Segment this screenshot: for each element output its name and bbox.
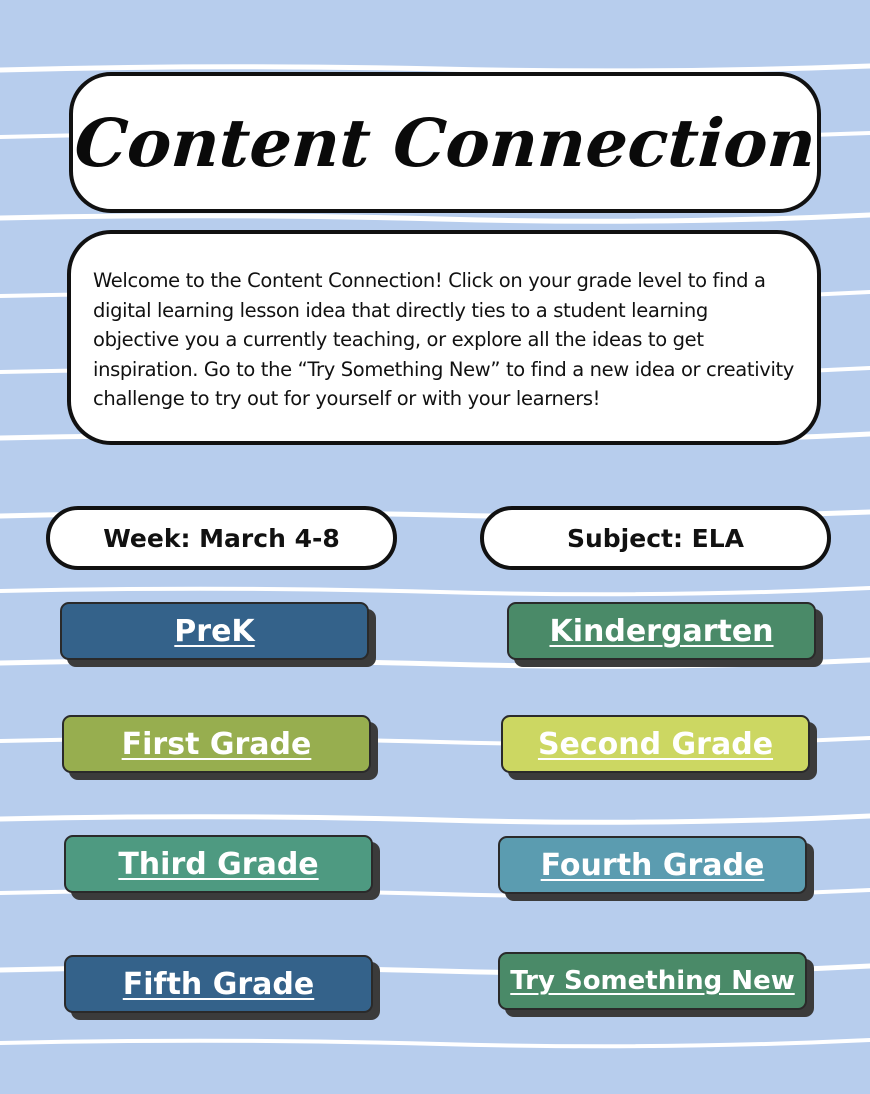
prek-link[interactable]: PreK	[174, 613, 255, 649]
prek-button[interactable]	[60, 602, 369, 660]
fourth-grade-link[interactable]: Fourth Grade	[540, 847, 765, 883]
second-grade-button[interactable]	[501, 715, 810, 773]
third-grade-link[interactable]: Third Grade	[118, 846, 319, 882]
subject-label: Subject: ELA	[480, 506, 831, 570]
third-grade-button[interactable]	[64, 835, 373, 893]
kindergarten-link[interactable]: Kindergarten	[549, 613, 774, 649]
try-something-new-link[interactable]: Try Something New	[510, 966, 795, 996]
title-card	[69, 72, 821, 213]
try-something-new-button[interactable]	[498, 952, 807, 1010]
intro-text: Welcome to the Content Connection! Click on your grade level to find a digital learning lesson idea that directly ties to a student learning objective you a currently teaching, or explore all the ideas to get inspiration. Go to the “Try Something New” to find a new idea or creativity challenge to try out for yourself or with your learners!	[93, 269, 795, 410]
intro-card	[67, 230, 821, 445]
week-label: Week: March 4-8	[46, 506, 397, 570]
page-title: Content Connection	[71, 103, 819, 182]
kindergarten-button[interactable]	[507, 602, 816, 660]
fourth-grade-button[interactable]	[498, 836, 807, 894]
fifth-grade-link[interactable]: Fifth Grade	[122, 966, 315, 1002]
first-grade-button[interactable]	[62, 715, 371, 773]
first-grade-link[interactable]: First Grade	[121, 726, 312, 762]
second-grade-link[interactable]: Second Grade	[537, 726, 774, 762]
fifth-grade-button[interactable]	[64, 955, 373, 1013]
